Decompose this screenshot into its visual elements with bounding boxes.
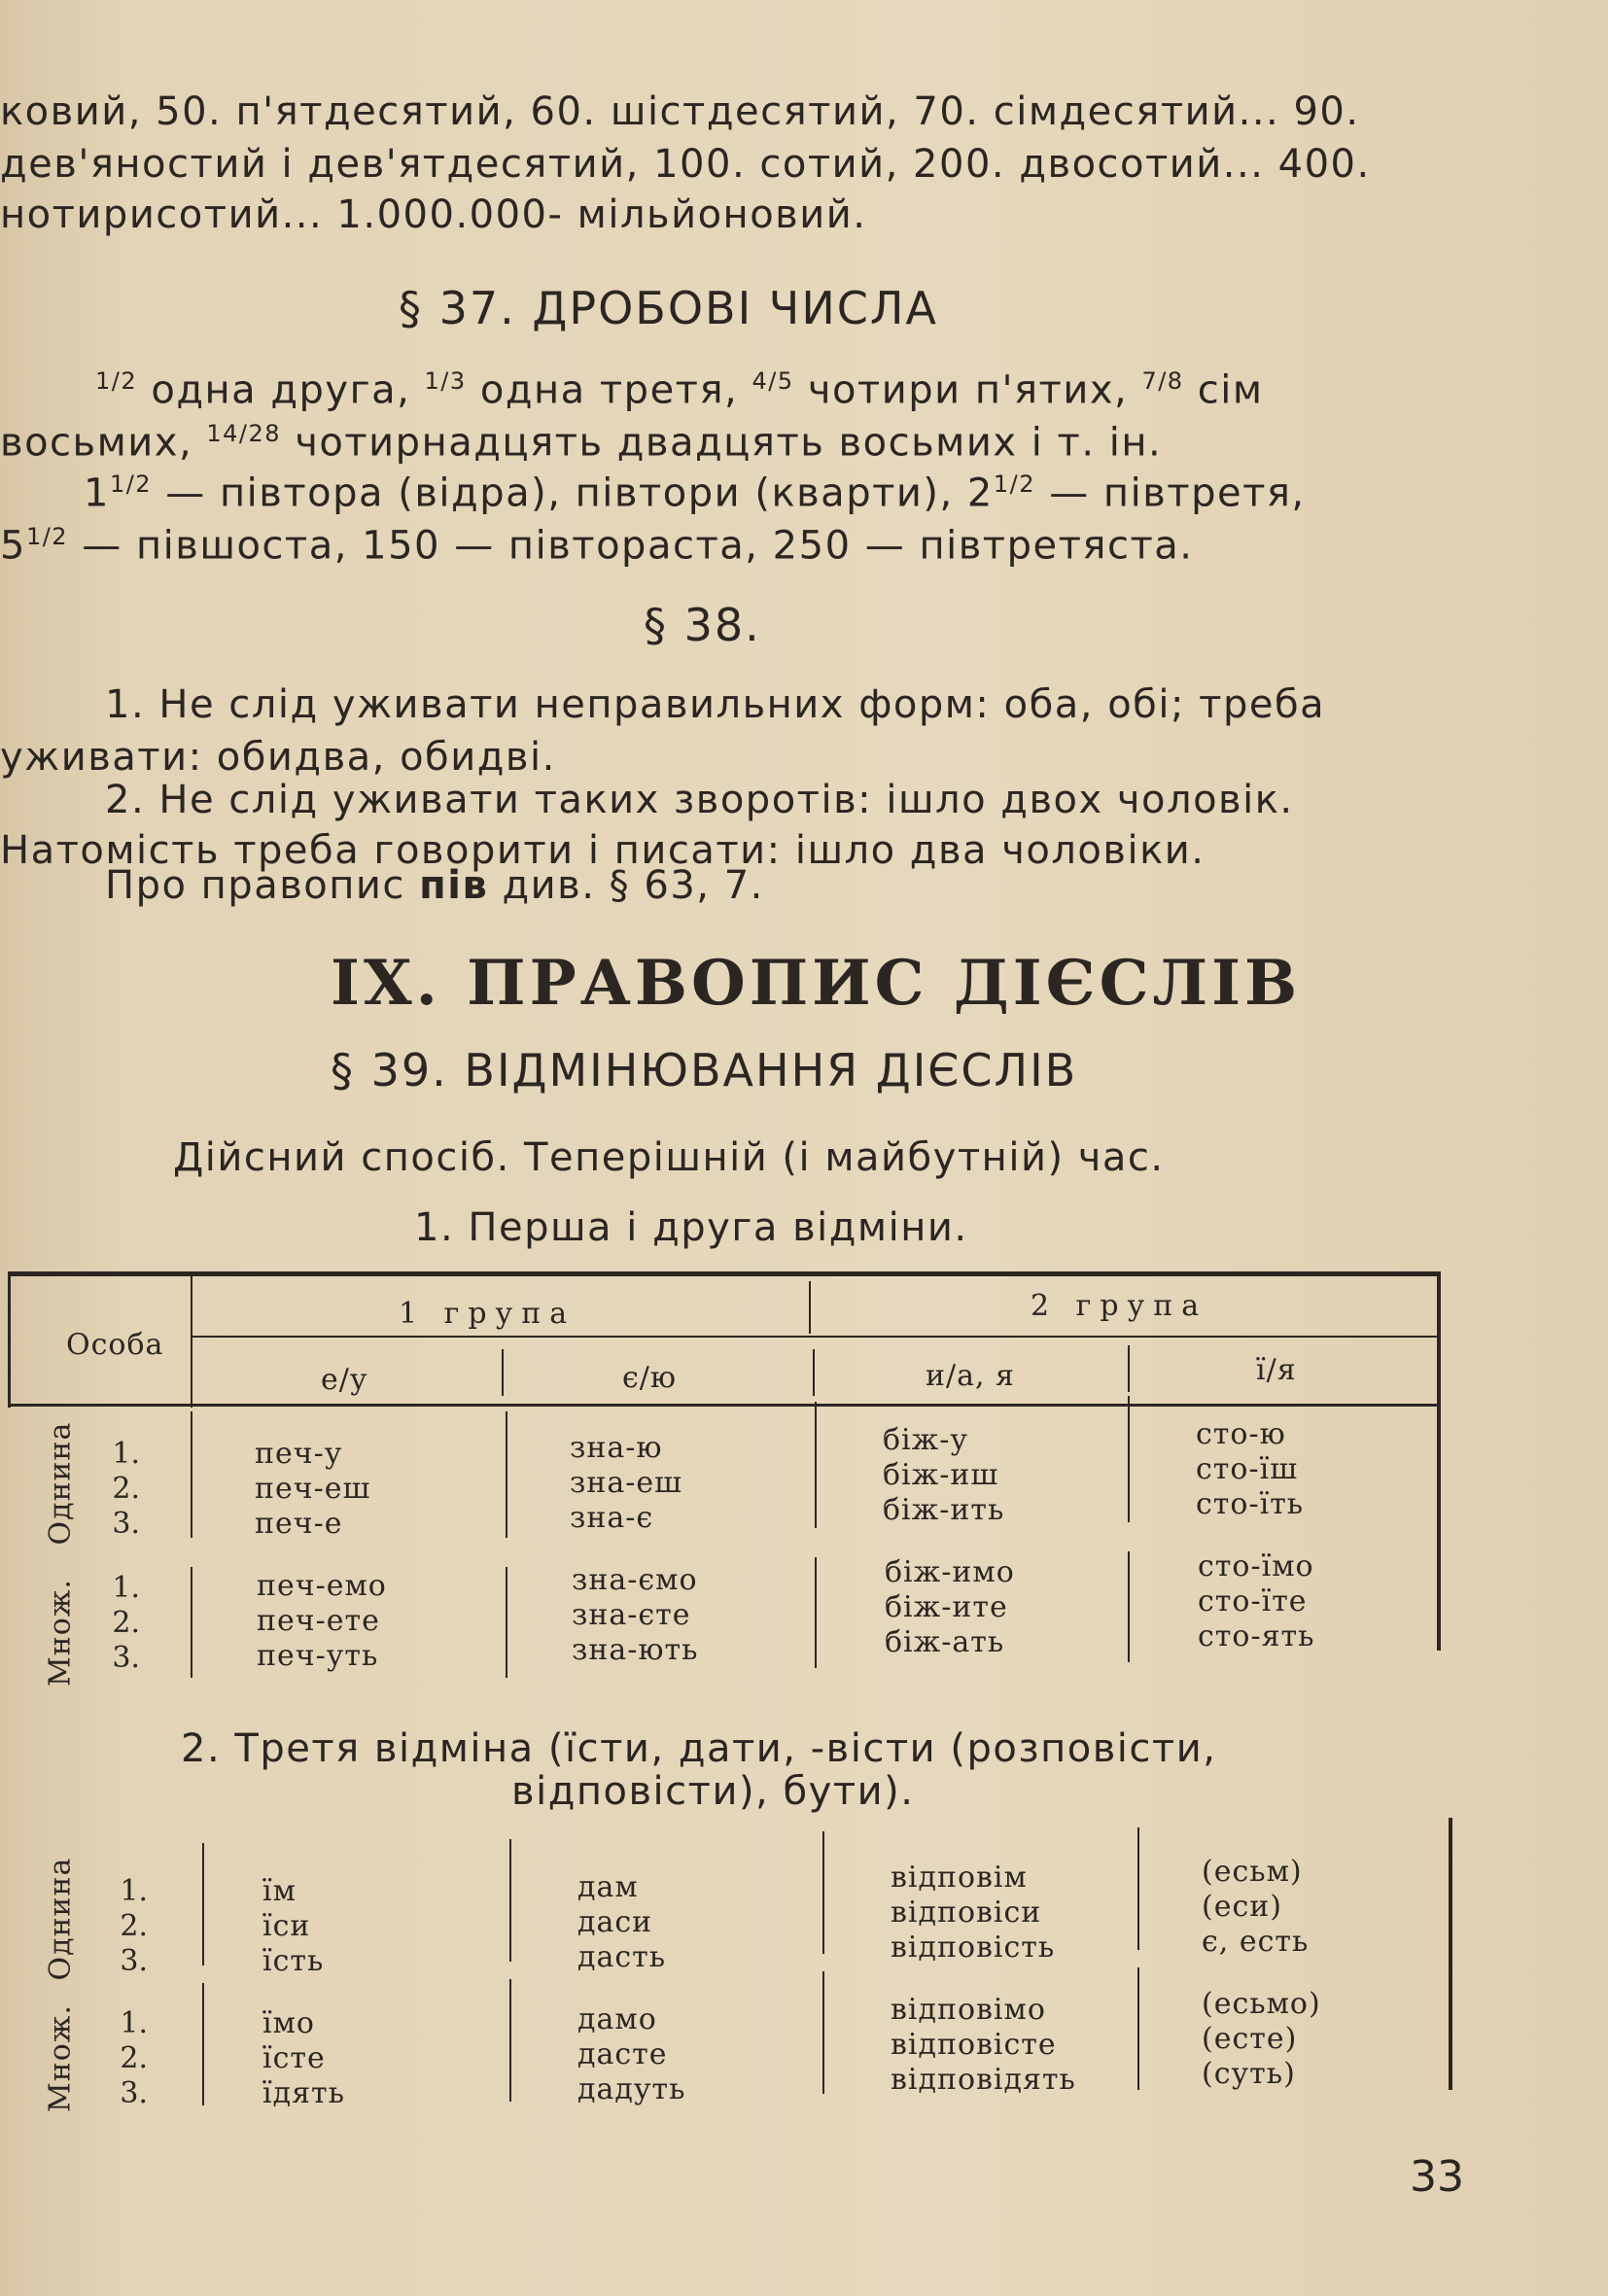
row-divider <box>506 1411 507 1538</box>
row-divider <box>202 1983 204 2105</box>
row-divider <box>509 1979 511 2102</box>
table-border <box>1449 1818 1452 2090</box>
text: — півшоста, 150 — півтораста, 250 — півтретяста. <box>68 523 1194 569</box>
table-border <box>813 1349 815 1396</box>
col-header: ї/я <box>1256 1353 1297 1387</box>
text: одна третя, <box>466 367 752 413</box>
text-line: ковий, 50. п'ятдесятий, 60. шістдесятий, 70. сімдесятий... 90. <box>0 89 1360 134</box>
fractions-line-2 <box>0 420 1162 465</box>
fraction: 1/2 <box>25 523 69 550</box>
table-border <box>502 1349 504 1396</box>
header-osoba: Особа <box>66 1328 164 1362</box>
table-border <box>1437 1271 1441 1651</box>
row-label-mnozh: Множ. <box>43 1579 78 1687</box>
text: — півтретя, <box>1035 470 1306 516</box>
subsection-heading: Дійсний спосіб. Теперішній (і майбутній) час. <box>173 1135 1165 1180</box>
text: див. § 63, 7. <box>488 863 764 908</box>
row-divider <box>202 1843 204 1966</box>
text: 5 <box>0 523 26 569</box>
section-heading-38: § 38. <box>644 599 761 651</box>
fractions-line-3 <box>84 470 1306 515</box>
row-label-odnyna: Однина <box>43 1421 78 1546</box>
text-line: нотирисотий... 1.000.000- мільйоновий. <box>0 192 867 237</box>
table-cell: печ-у печ-еш печ-е <box>255 1437 371 1541</box>
text: сім <box>1183 367 1264 413</box>
row-divider <box>815 1402 817 1528</box>
fractions-line-4 <box>0 523 1193 568</box>
subsection-heading: 2. Третя відміна (їсти, дати, -вісти (розповісти, <box>181 1726 1217 1771</box>
text: — півтора (відра), півтори (кварти), 2 <box>152 470 994 516</box>
fraction: 1/3 <box>424 367 467 395</box>
text: чотири п'ятих, <box>793 367 1142 413</box>
row-divider <box>506 1567 507 1678</box>
table-cell: (есьмо) (есте) (суть) <box>1202 1987 1321 2091</box>
table-cell: зна-ю зна-еш зна-є <box>570 1431 683 1535</box>
table-border <box>1128 1345 1130 1392</box>
text-line: 2. Не слід уживати таких зворотів: ішло двох чоловік. <box>105 778 1294 822</box>
chapter-title: IX. ПРАВОПИС ДІЄСЛІВ <box>331 947 1302 1020</box>
row-numbers: 1. 2. 3. <box>120 1874 148 1978</box>
table-cell: їм їси їсть <box>262 1874 325 1978</box>
text-line <box>105 863 764 908</box>
text: Про правопис <box>105 863 420 908</box>
table-cell: печ-емо печ-ете печ-уть <box>257 1569 387 1673</box>
table-border <box>191 1271 192 1408</box>
fraction: 14/28 <box>206 420 282 447</box>
row-label-odnyna: Однина <box>43 1857 78 1981</box>
row-numbers: 1. 2. 3. <box>112 1571 140 1675</box>
subsection-heading: відповісти), бути). <box>511 1769 915 1814</box>
table-cell: відповімо відповісте відповідять <box>891 1993 1076 2097</box>
row-divider <box>1137 1967 1139 2090</box>
text-line: уживати: обидва, обидві. <box>0 735 556 780</box>
text-line: Натомість треба говорити і писати: ішло два чоловіки. <box>0 828 1206 873</box>
table-border <box>191 1336 1437 1338</box>
table-cell: зна-ємо зна-єте зна-ють <box>572 1563 699 1667</box>
text: восьмих, <box>0 420 207 466</box>
row-numbers: 1. 2. 3. <box>120 2006 148 2110</box>
table-border <box>8 1271 11 1408</box>
text: чотирнадцять двадцять восьмих і т. ін. <box>281 420 1163 466</box>
fractions-line-1 <box>95 367 1264 412</box>
row-divider <box>191 1411 192 1538</box>
table-border <box>8 1271 1441 1276</box>
table-cell: сто-їмо сто-їте сто-ять <box>1198 1549 1315 1653</box>
row-divider <box>1137 1827 1139 1950</box>
col-header: е/у <box>321 1363 368 1397</box>
table-cell: їмо їсте їдять <box>262 2006 345 2110</box>
text-line: 1. Не слід уживати неправильних форм: оба, обі; треба <box>105 682 1326 727</box>
row-numbers: 1. 2. 3. <box>112 1437 140 1541</box>
row-divider <box>1128 1396 1130 1522</box>
row-divider <box>822 1971 824 2094</box>
table-border <box>8 1404 1441 1407</box>
fraction: 1/2 <box>95 367 138 395</box>
header-group-1: 1 група <box>399 1297 577 1331</box>
text: одна друга, <box>137 367 425 413</box>
table-cell: відповім відповіси відповість <box>891 1861 1056 1965</box>
text: 1 <box>84 470 110 516</box>
table-border <box>809 1281 811 1334</box>
table-cell: біж-имо біж-ите біж-ать <box>885 1555 1015 1659</box>
table-cell: (есьм) (еси) є, есть <box>1202 1855 1310 1959</box>
fraction: 1/2 <box>109 470 153 498</box>
fraction: 4/5 <box>752 367 794 395</box>
table-cell: сто-ю сто-їш сто-їть <box>1196 1417 1305 1521</box>
fraction: 7/8 <box>1141 367 1184 395</box>
row-label-mnozh: Множ. <box>43 2004 78 2112</box>
col-header: и/а, я <box>926 1359 1015 1393</box>
fraction: 1/2 <box>993 470 1035 498</box>
row-divider <box>191 1567 192 1678</box>
row-divider <box>822 1831 824 1954</box>
text-line: дев'яностий і дев'ятдесятий, 100. сотий, 200. двосотий... 400. <box>0 142 1371 187</box>
row-divider <box>1128 1551 1130 1662</box>
row-divider <box>509 1839 511 1962</box>
table-cell: біж-у біж-иш біж-ить <box>883 1423 1005 1527</box>
table-cell: дамо дасте дадуть <box>577 2002 686 2106</box>
section-heading-39: § 39. ВІДМІНЮВАННЯ ДІЄСЛІВ <box>331 1044 1078 1096</box>
col-header: є/ю <box>622 1361 678 1395</box>
section-heading-37: § 37. ДРОБОВІ ЧИСЛА <box>399 282 938 334</box>
row-divider <box>815 1557 817 1668</box>
table-cell: дам даси дасть <box>577 1870 667 1974</box>
subsection-heading: 1. Перша і друга відміни. <box>414 1205 968 1250</box>
page-number: 33 <box>1410 2152 1464 2202</box>
bold-term: пів <box>419 863 489 908</box>
header-group-2: 2 група <box>1031 1289 1208 1323</box>
